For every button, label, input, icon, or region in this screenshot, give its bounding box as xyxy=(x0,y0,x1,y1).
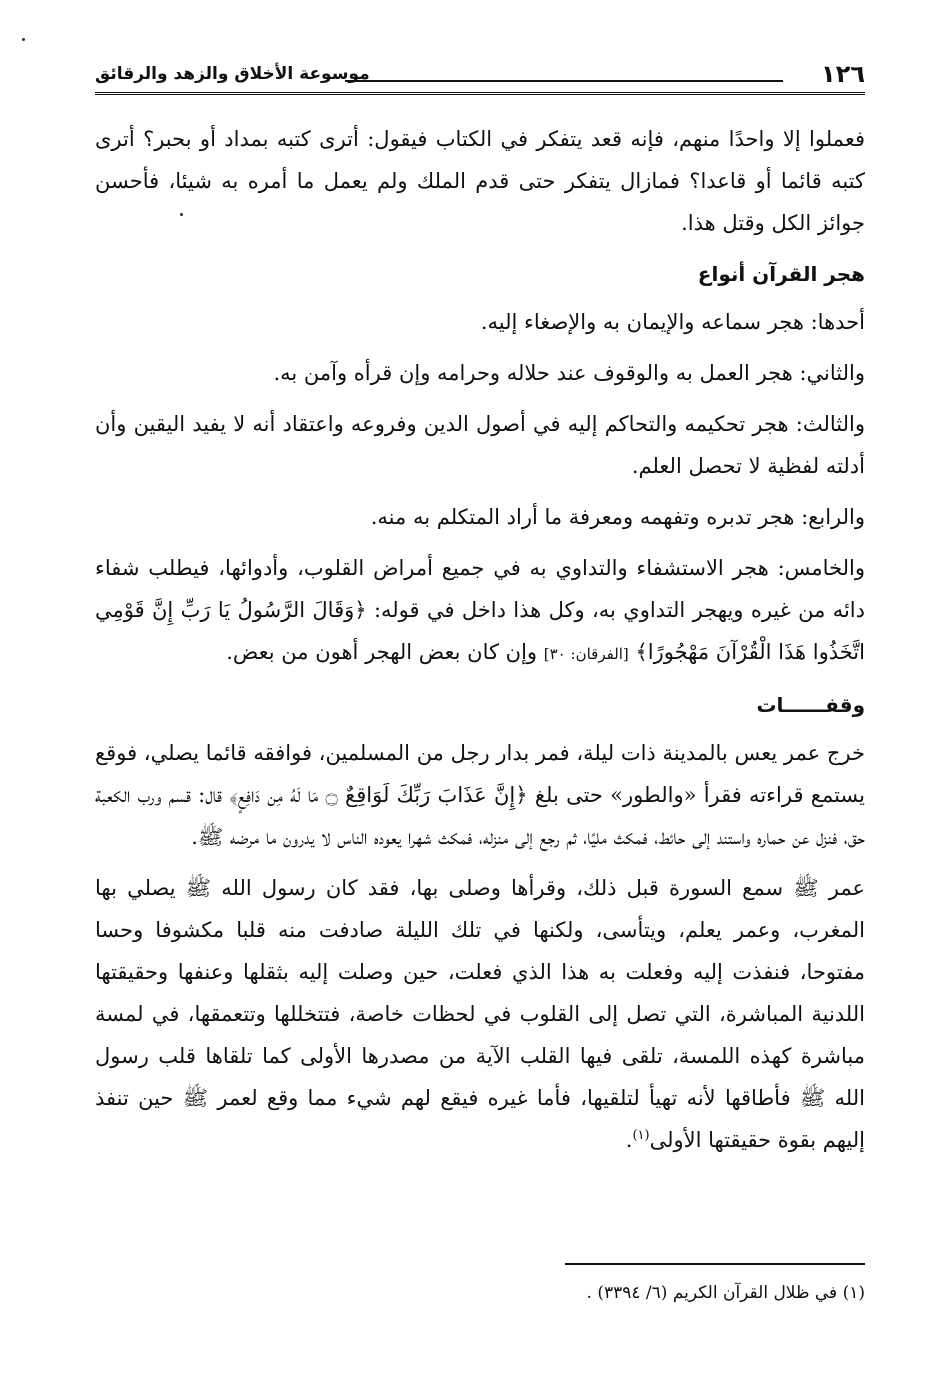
list-item xyxy=(95,547,865,675)
quran-verse: ﴿إِنَّ عَذَابَ رَبِّكَ لَوَاقِعٌ ۝ مَا لَهُ مِن دَافِعٍ﴾ xyxy=(229,783,528,807)
verse-reference: [الفرقان: ٣٠] xyxy=(543,645,629,663)
footnote-rule xyxy=(565,1263,865,1265)
list-item-text: والخامس: هجر الاستشفاء والتداوي به في جميع أمراض القلوب، وأدوائها، فيطلب شفاء دائه من غيره ويهجر التداوي به، وكل هذا داخل في قوله: xyxy=(95,556,865,622)
paragraph-text: عمر ﷺ سمع السورة قبل ذلك، وقرأها وصلى بها، فقد كان رسول الله ﷺ يصلي بها المغرب، وعمر يعلم، ويتأسى، ولكنها في تلك الليلة صادفت منه قلبا مكشوفا وحسا مفتوحا، فنفذت إليه وفعلت به هذا الذي فعلت، حين وصلت إليه بثقلها وعنفها وحقيقتها اللدنية المباشرة، التي تصل إلى القلوب في لحظات خاصة، فتتخللها وتتعمقها، في لمسة مباشرة كهذه اللمسة، تلقى فيها القلب الآية من مصدرها الأولى كما تلقاها قلب رسول الله ﷺ فأطاقها لأنه تهيأ لتلقيها، فأما غيره فيقع لهم شيء مما وقع لعمر ﷺ حين تنفذ إليهم بقوة حقيقتها الأولى xyxy=(95,876,865,1152)
list-item: أحدها: هجر سماعه والإيمان به والإصغاء إليه. xyxy=(480,310,865,334)
section-heading: هجر القرآن أنواع xyxy=(697,262,865,286)
story-text: قال: قسم ورب الكعبة حق، فنزل عن حماره واستند إلى حائط، فمكث مليًا، ثم رجع إلى منزله، فمكث شهرا يعوده الناس لا يدرون ما مرضه ﷺ. xyxy=(95,783,865,849)
section-heading: وقفــــــات xyxy=(756,693,865,717)
quran-verse: ﴿وَقَالَ الرَّسُولُ يَا رَبِّ إِنَّ قَوْمِي اتَّخَذُوا هَذَا الْقُرْآنَ مَهْجُورًا﴾ xyxy=(95,598,865,664)
paragraph: فعملوا إلا واحدًا منهم، فإنه قعد يتفكر في الكتاب فيقول: أترى كتبه بمداد أو بحبر؟ أترى كتبه قائما أو قاعدا؟ فمازال يتفكر حتى قدم الملك ولم يعمل ما أمره به شيئا، فأحسن جوائز الكل وقتل هذا. xyxy=(95,127,865,235)
list-item: والرابع: هجر تدبره وتفهمه ومعرفة ما أراد المتكلم به منه. xyxy=(370,505,865,529)
story-text: خرج عمر يعس بالمدينة ذات ليلة، فمر بدار رجل من المسلمين، فوافقه قائما يصلي، فوقع يستمع قراءته فقرأ «والطور» حتى بلغ xyxy=(95,741,865,807)
list-item: والثالث: هجر تحكيمه والتحاكم إليه في أصول الدين وفروعه واعتقاد أنه لا يفيد اليقين وأن أدلته لفظية لا تحصل العلم. xyxy=(95,412,865,478)
paragraph xyxy=(95,732,865,858)
paragraph xyxy=(95,867,865,1161)
scan-speck xyxy=(22,38,25,41)
page-number: ١٢٦ xyxy=(821,60,865,88)
running-title: موسوعة الأخلاق والزهد والرقائق xyxy=(95,64,370,84)
footnote: (١) في ظلال القرآن الكريم (٦/ ٣٣٩٤) . xyxy=(586,1283,865,1303)
list-item-tail: وإن كان بعض الهجر أهون من بعض. xyxy=(226,640,538,664)
page-header xyxy=(95,58,865,95)
list-item: والثاني: هجر العمل به والوقوف عند حلاله وحرامه وإن قرأه وآمن به. xyxy=(273,361,865,385)
header-rule xyxy=(345,80,783,82)
paragraph-end: . xyxy=(625,1128,633,1152)
footnote-marker: (١) xyxy=(632,1128,650,1143)
page-body xyxy=(95,118,865,1170)
